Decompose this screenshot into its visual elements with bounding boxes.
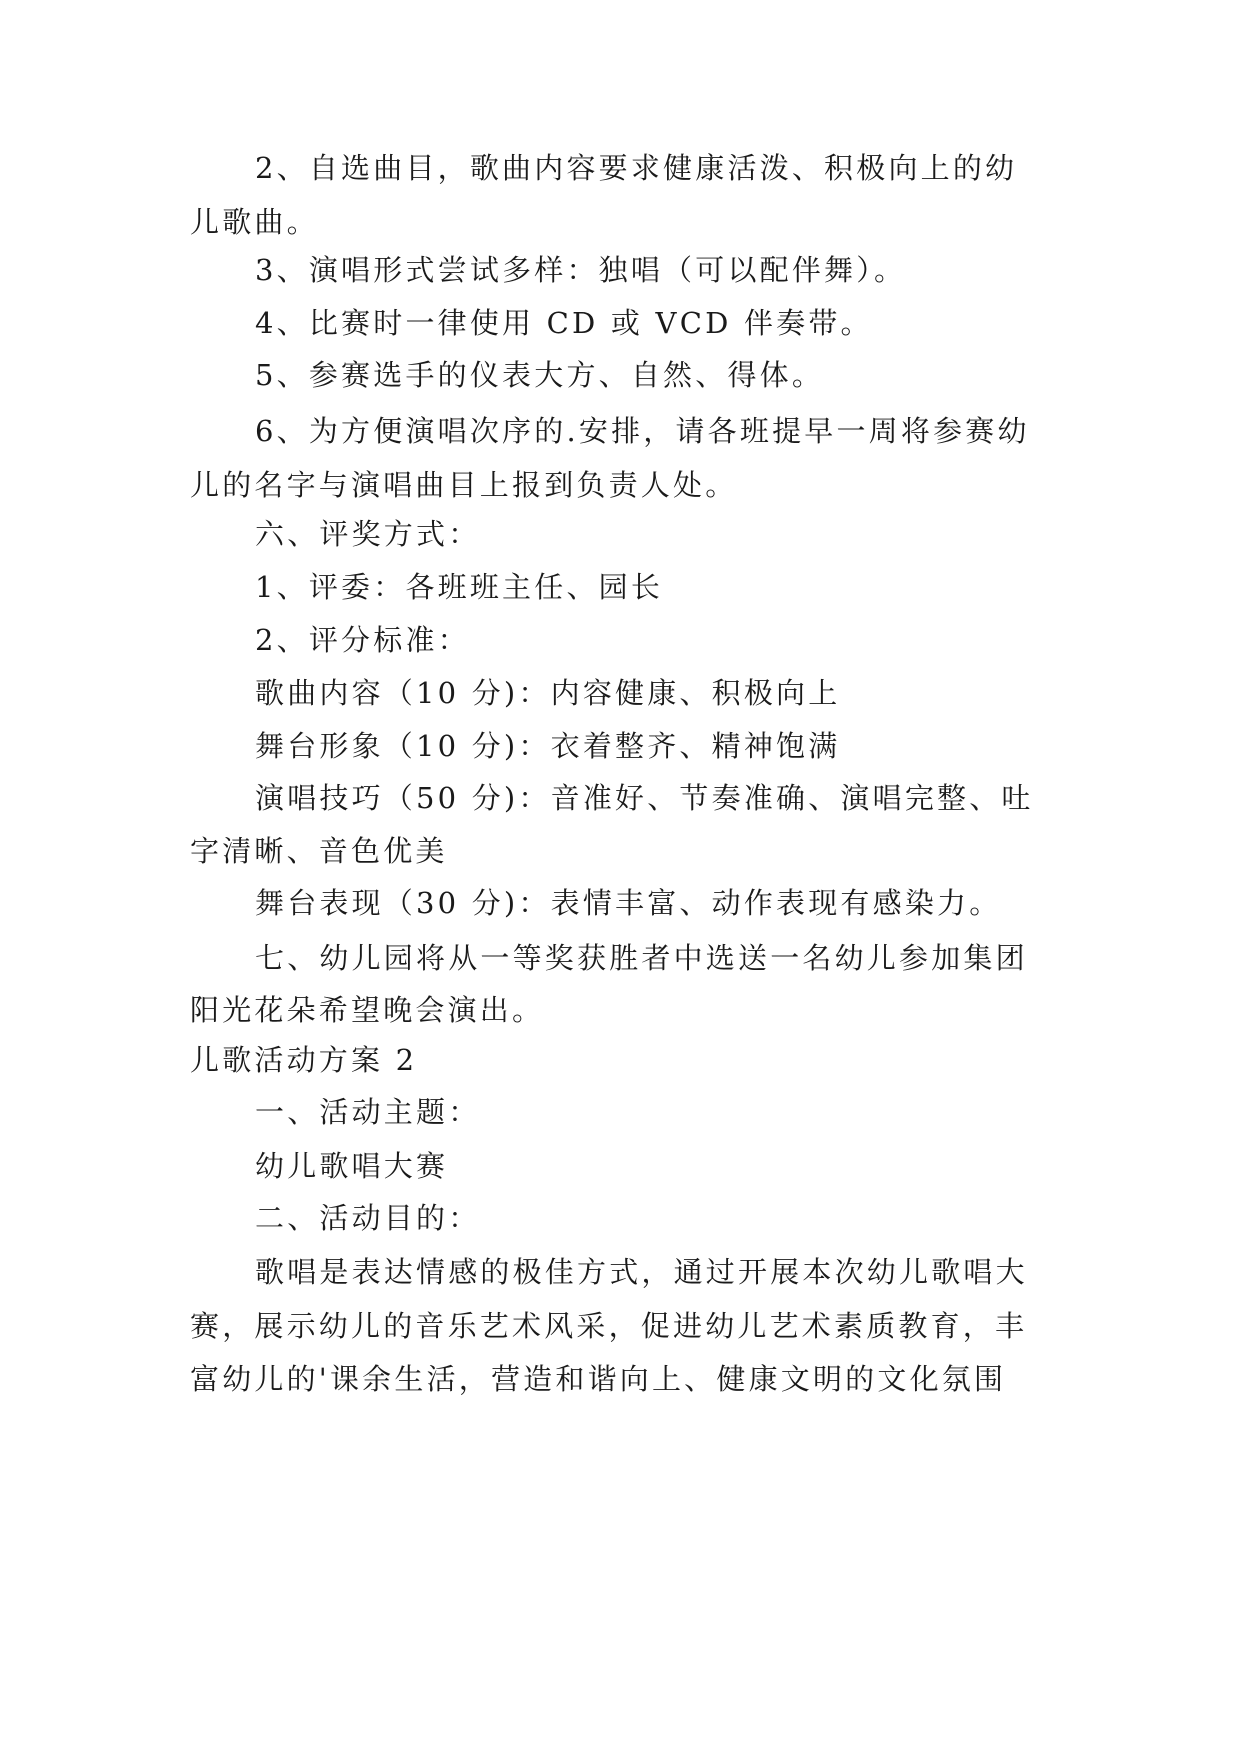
paragraph-line: 6、为方便演唱次序的.安排，请各班提早一周将参赛幼 bbox=[255, 414, 1030, 448]
paragraph-line: 3、演唱形式尝试多样：独唱（可以配伴舞）。 bbox=[255, 253, 907, 287]
paragraph-line: 歌曲内容（10 分)：内容健康、积极向上 bbox=[255, 676, 841, 710]
paragraph-line: 字清晰、音色优美 bbox=[190, 834, 448, 868]
paragraph-line: 5、参赛选手的仪表大方、自然、得体。 bbox=[255, 358, 825, 392]
paragraph-line: 幼儿歌唱大赛 bbox=[255, 1149, 449, 1183]
paragraph-line: 阳光花朵希望晚会演出。 bbox=[190, 993, 545, 1027]
section-heading: 六、评奖方式： bbox=[255, 517, 481, 551]
paragraph-line: 儿的名字与演唱曲目上报到负责人处。 bbox=[190, 468, 738, 502]
paragraph-line: 七、幼儿园将从一等奖获胜者中选送一名幼儿参加集团 bbox=[255, 941, 1028, 975]
document-title: 儿歌活动方案 2 bbox=[190, 1043, 418, 1077]
paragraph-line: 富幼儿的'课余生活，营造和谐向上、健康文明的文化氛围 bbox=[190, 1362, 1007, 1396]
paragraph-line: 2、评分标准： bbox=[255, 623, 470, 657]
section-heading: 一、活动主题： bbox=[255, 1095, 481, 1129]
paragraph-line: 歌唱是表达情感的极佳方式，通过开展本次幼儿歌唱大 bbox=[255, 1255, 1028, 1289]
paragraph-line: 演唱技巧（50 分)：音准好、节奏准确、演唱完整、吐 bbox=[255, 781, 1034, 815]
paragraph-line: 儿歌曲。 bbox=[190, 205, 319, 239]
paragraph-line: 1、评委：各班班主任、园长 bbox=[255, 570, 664, 604]
paragraph-line: 2、自选曲目，歌曲内容要求健康活泼、积极向上的幼 bbox=[255, 151, 1018, 185]
paragraph-line: 4、比赛时一律使用 CD 或 VCD 伴奏带。 bbox=[255, 306, 873, 340]
paragraph-line: 赛，展示幼儿的音乐艺术风采，促进幼儿艺术素质教育，丰 bbox=[190, 1309, 1028, 1343]
section-heading: 二、活动目的： bbox=[255, 1201, 481, 1235]
paragraph-line: 舞台形象（10 分)：衣着整齐、精神饱满 bbox=[255, 729, 841, 763]
paragraph-line: 舞台表现（30 分)：表情丰富、动作表现有感染力。 bbox=[255, 886, 1002, 920]
